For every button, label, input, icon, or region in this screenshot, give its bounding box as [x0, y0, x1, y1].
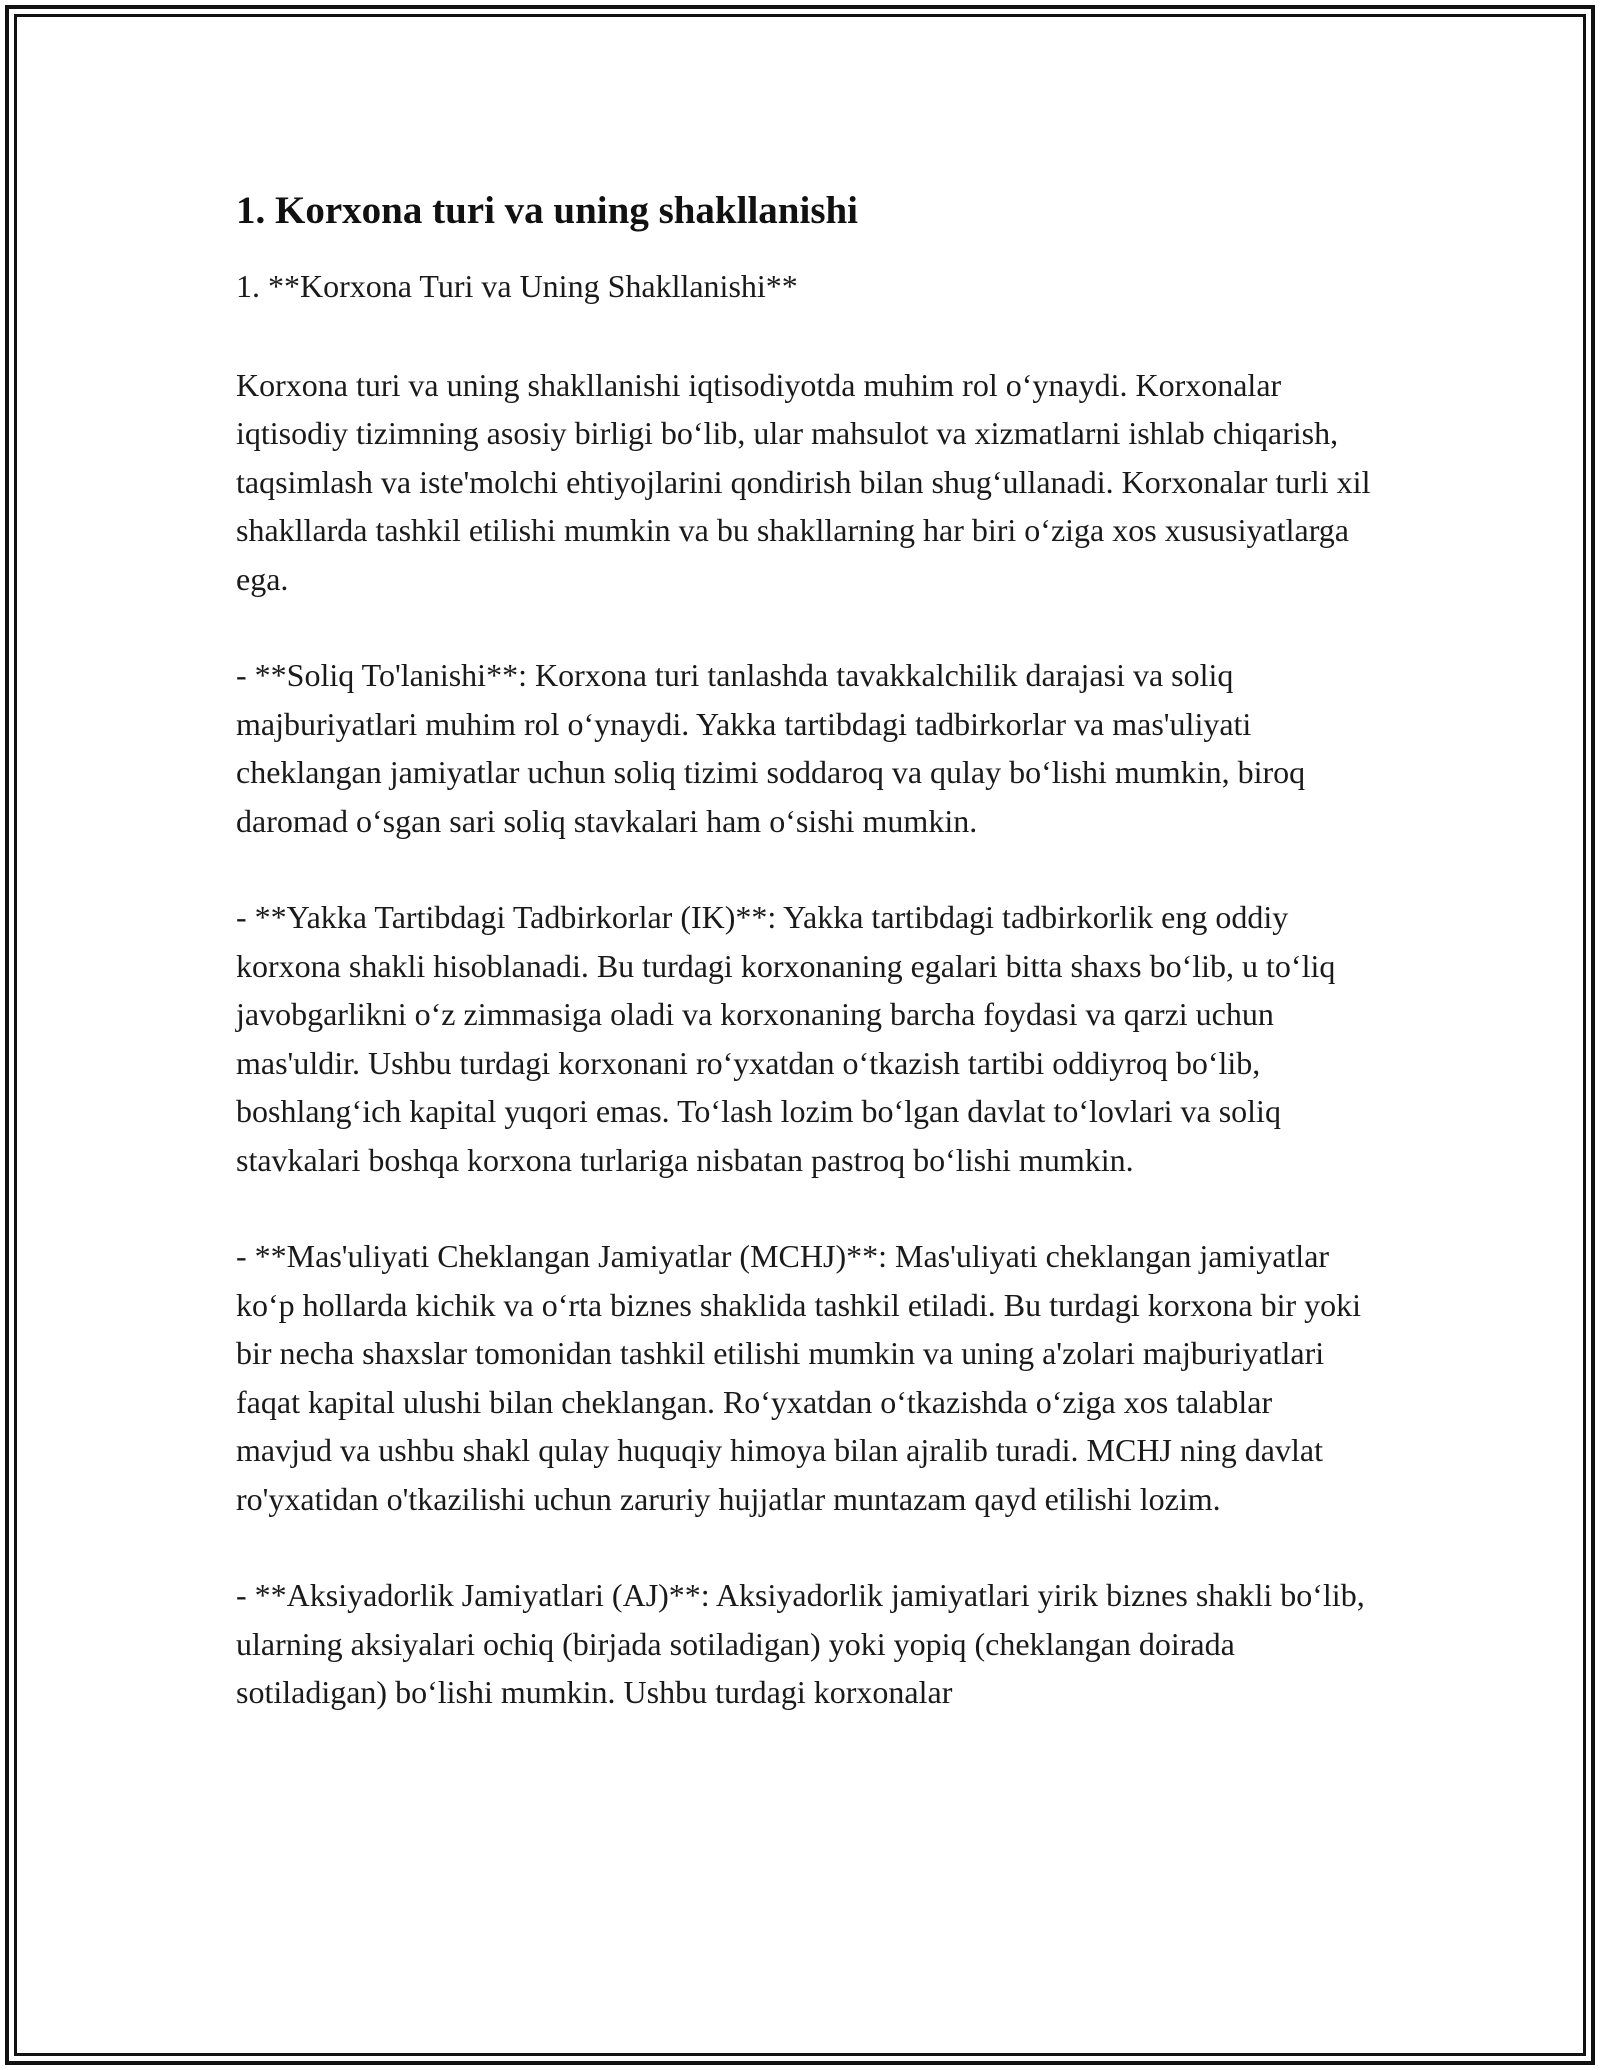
paragraph-mchj: - **Mas'uliyati Cheklangan Jamiyatlar (MCHJ)**: Mas'uliyati cheklangan jamiyatlar ko‘p hollarda kichik va o‘rta biznes shaklida tashkil etiladi. Bu turdagi korxona bir yoki bir necha shaxslar tomonidan tashkil etilishi mumkin va uning a'zolari majburiyatlari faqat kapital ulushi bilan cheklangan. Ro‘yxatdan o‘tkazishda o‘ziga xos talablar mavjud va ushbu shakl qulay huquqiy himoya bilan ajralib turadi. MCHJ ning davlat ro'yxatidan o'tkazilishi uchun zaruriy hujjatlar muntazam qayd etilishi lozim. — [236, 1238, 1362, 1517]
paragraph-intro: Korxona turi va uning shakllanishi iqtisodiyotda muhim rol o‘ynaydi. Korxonalar iqtisodiy tizimning asosiy birligi bo‘lib, ular mahsulot va xizmatlarni ishlab chiqarish, taqsimlash va iste'molchi ehtiyojlarini qondirish bilan shug‘ullanadi. Korxonalar turli xil shakllarda tashkil etilishi mumkin va bu shakllarning har biri o‘ziga xos xususiyatlarga ega. — [236, 366, 1371, 597]
paragraph-soliq: - **Soliq To'lanishi**: Korxona turi tanlashda tavakkalchilik darajasi va soliq majburiyatlari muhim rol o‘ynaydi. Yakka tartibdagi tadbirkorlar va mas'uliyati cheklangan jamiyatlar uchun soliq tizimi soddaroq va qulay bo‘lishi mumkin, biroq daromad o‘sgan sari soliq stavkalari ham o‘sishi mumkin. — [236, 657, 1306, 839]
section-subheading: 1. **Korxona Turi va Uning Shakllanishi** — [236, 268, 798, 304]
document-body — [236, 186, 1376, 1765]
document-title: 1. Korxona turi va uning shakllanishi — [236, 189, 859, 232]
paragraph-yakka-tartibdagi: - **Yakka Tartibdagi Tadbirkorlar (IK)**: Yakka tartibdagi tadbirkorlik eng oddiy korxona shakli hisoblanadi. Bu turdagi korxonaning egalari bitta shaxs bo‘lib, u to‘liq javobgarlikni o‘z zimmasiga oladi va korxonaning barcha foydasi va qarzi uchun mas'uldir. Ushbu turdagi korxonani ro‘yxatdan o‘tkazish tartibi oddiyroq bo‘lib, boshlang‘ich kapital yuqori emas. To‘lash lozim bo‘lgan davlat to‘lovlari va soliq stavkalari boshqa korxona turlariga nisbatan pastroq bo‘lishi mumkin. — [236, 899, 1336, 1178]
paragraph-aksiyadorlik: - **Aksiyadorlik Jamiyatlari (AJ)**: Aksiyadorlik jamiyatlari yirik biznes shakli bo‘lib, ularning aksiyalari ochiq (birjada sotiladigan) yoki yopiq (cheklangan doirada sotiladigan) bo‘lishi mumkin. Ushbu turdagi korxonalar — [236, 1577, 1365, 1710]
